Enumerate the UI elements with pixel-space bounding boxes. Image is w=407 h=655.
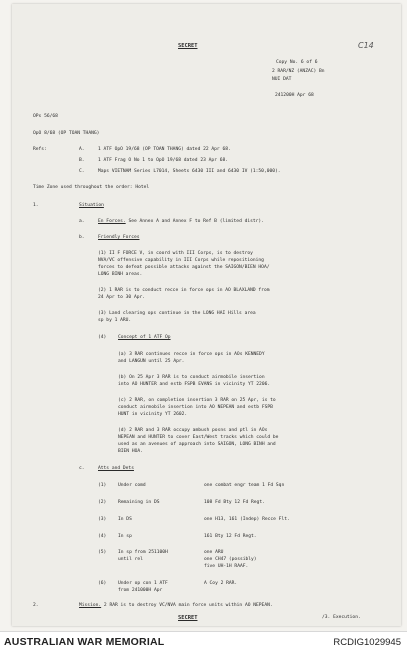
para-title: Concept of 1 ATF Op: [118, 335, 171, 340]
mission-text: 2 RAR is to destroy VC/NVA main force units within AO NEPEAN.: [101, 603, 273, 608]
att-label: until rel: [118, 557, 143, 562]
order-title: OpO 8/68 (OP TOAN THANG): [33, 131, 100, 136]
text-line: (a) 3 RAR continues recce in force ops in AOs KENNEDY: [118, 352, 265, 357]
text-line: and LANGUN until 25 Apr.: [118, 359, 185, 364]
text-line: (b) On 25 Apr 3 RAR is to conduct airmobile insertion: [118, 375, 265, 380]
att-number: (2): [98, 500, 107, 505]
att-label: from 241000H Apr: [118, 588, 163, 593]
section-title: Mission.: [79, 603, 102, 608]
time-zone-line: Time Zone used throughout the order: Hotel: [33, 185, 150, 190]
section-title: Situation: [79, 203, 104, 208]
att-value: A Coy 2 RAR.: [204, 581, 238, 586]
att-value: one combat engr team 1 Fd Sqn: [204, 483, 285, 488]
handwritten-annotation: C14: [358, 41, 374, 50]
text-line: NEPEAN and HUNTER to cover East/West tracks which could be: [118, 435, 279, 440]
para-label: b.: [79, 235, 85, 240]
ref-letter: B.: [79, 158, 85, 163]
ref-letter: A.: [79, 147, 85, 152]
security-classification-header: SECRET: [178, 43, 198, 49]
refs-label: Refs:: [33, 147, 47, 152]
text-line: LONG BINH areas.: [98, 272, 143, 277]
att-number: (6): [98, 581, 107, 586]
text-line: 24 Apr to 30 Apr.: [98, 295, 146, 300]
text-line: (3) Land clearing ops continue in the LONG HAI Hills area: [98, 311, 256, 316]
text-line: forces to defeat possible attacks against the SAIGON/BIEN HOA/: [98, 265, 270, 270]
para-label: c.: [79, 466, 85, 471]
text-line: (d) 2 RAR and 3 RAR occupy ambush posns and ptl in AOs: [118, 428, 268, 433]
security-classification-footer: SECRET: [178, 615, 198, 621]
text-line: BIEN HOA.: [118, 449, 143, 454]
text-line: HUNT in vicinity YT 2602.: [118, 412, 188, 417]
att-label: In sp from 251100H: [118, 550, 168, 555]
para-number: (4): [98, 335, 107, 340]
att-value: five UH-1H RAAF.: [204, 564, 249, 569]
att-label: In sp: [118, 534, 132, 539]
para-title: En Forces.: [98, 219, 126, 224]
att-label: Remaining in DS: [118, 500, 160, 505]
archive-footer: [0, 631, 407, 655]
section-number: 1.: [33, 203, 39, 208]
att-value: one ARU: [204, 550, 224, 555]
att-value: one CH47 (possibly): [204, 557, 257, 562]
para-label: a.: [79, 219, 85, 224]
location: NUI DAT: [272, 77, 292, 82]
text-line: sp by 1 ARU.: [98, 318, 132, 323]
text-line: into AO HUNTER and estb FSPB EVANS in vicinity YT 2206.: [118, 382, 271, 387]
archive-name: AUSTRALIAN WAR MEMORIAL: [4, 636, 165, 648]
text-line: (1) II F FORCE V, in coord with III Corps, is to destroy: [98, 251, 253, 256]
text-line: used as an avenues of approach into SAIGON, LONG BINH and: [118, 442, 276, 447]
ref-letter: C.: [79, 169, 85, 174]
ref-text: 1 ATF OpO 19/68 (OP TOAN THANG) dated 22 Apr 68.: [98, 147, 231, 152]
para-title: Atts and Dets: [98, 466, 134, 471]
enemy-forces-para: [98, 219, 264, 225]
ops-number: OPs 56/68: [33, 114, 58, 119]
para-title: Friendly Forces: [98, 235, 140, 240]
att-number: (4): [98, 534, 107, 539]
att-number: (1): [98, 483, 107, 488]
att-number: (5): [98, 550, 107, 555]
copy-number: Copy No. 6 of 6: [276, 60, 318, 65]
att-value: 108 Fd Bty 12 Fd Regt.: [204, 500, 265, 505]
text-line: conduct airmobile insertion into AO NEPEAN and estb FSPB: [118, 405, 273, 410]
text-line: (2) 1 RAR is to conduct recce in force ops in AO BLAXLAND from: [98, 288, 270, 293]
att-label: Under op con 1 ATF: [118, 581, 168, 586]
att-value: 161 Bty 12 Fd Regt.: [204, 534, 257, 539]
unit-name: 2 RAR/NZ (ANZAC) Bn: [272, 69, 325, 74]
date-time-group: 241200H Apr 68: [275, 93, 314, 98]
para-text: See Annex A and Annex F to Ref B (limited distr).: [125, 219, 264, 224]
ref-text: 1 ATF Frag O No 1 to OpO 19/68 dated 23 Apr 68.: [98, 158, 228, 163]
att-label: Under comd: [118, 483, 146, 488]
next-page-indicator: /3. Execution.: [322, 615, 361, 620]
text-line: NVA/VC offensive capability in III Corps while repositioning: [98, 258, 264, 263]
att-value: one H13, 161 (Indep) Recce Flt.: [204, 517, 290, 522]
record-id: RCDIG1029945: [333, 637, 401, 648]
att-label: In DS: [118, 517, 132, 522]
text-line: (c) 2 RAR, on completion insertion 3 RAR on 25 Apr, is to: [118, 398, 276, 403]
mission-para: [79, 603, 273, 609]
ref-text: Maps VIETNAM Series L7014, Sheets 6430 III and 6430 IV (1:50,000).: [98, 169, 281, 174]
section-number: 2.: [33, 603, 39, 608]
att-number: (3): [98, 517, 107, 522]
